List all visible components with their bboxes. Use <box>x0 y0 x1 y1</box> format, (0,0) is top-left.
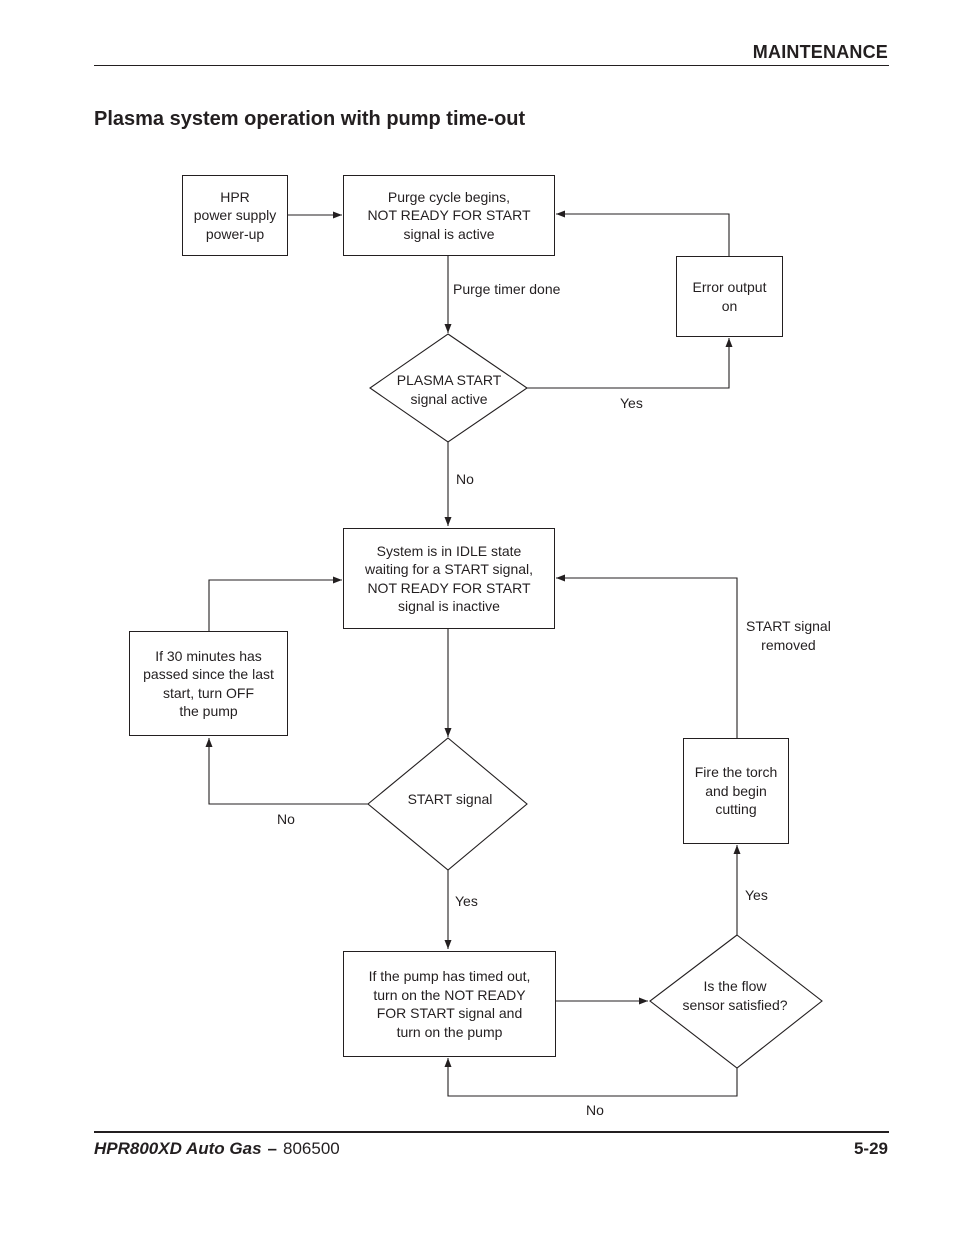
arrow-fire-to-idle <box>556 578 737 738</box>
label-flow-yes: Yes <box>745 887 768 903</box>
label-flow-no: No <box>586 1102 604 1118</box>
node-purge-cycle: Purge cycle begins, NOT READY FOR START signal is active <box>343 175 555 256</box>
label-start-yes: Yes <box>455 893 478 909</box>
label-purge-timer-done: Purge timer done <box>453 281 561 297</box>
decision-plasma-start-label: PLASMA START signal active <box>396 372 502 407</box>
arrow-flow-no-to-pump-timeout <box>448 1058 737 1096</box>
arrow-error-to-purge <box>556 214 729 256</box>
arrow-start-no-to-pump-off <box>209 738 368 804</box>
node-pump-timeout: If the pump has timed out, turn on the NOT READY FOR START signal and turn on the pump <box>343 951 556 1057</box>
arrow-pump-off-to-idle <box>209 580 342 631</box>
footer-model: HPR800XD Auto Gas <box>94 1139 262 1158</box>
footer-dash: – <box>267 1139 277 1158</box>
node-error-output: Error output on <box>676 256 783 337</box>
footer-rule <box>94 1131 889 1133</box>
footer-page-number: 5-29 <box>853 1139 888 1158</box>
label-start-signal-removed: START signal removed <box>746 618 831 653</box>
node-idle-state: System is in IDLE state waiting for a START signal, NOT READY FOR START signal is inactive <box>343 528 555 629</box>
label-start-no: No <box>277 811 295 827</box>
footer-manual-info <box>94 1139 340 1159</box>
label-plasma-yes: Yes <box>620 395 643 411</box>
section-header: MAINTENANCE <box>752 42 888 62</box>
footer-part-number: 806500 <box>283 1139 340 1158</box>
page-title: Plasma system operation with pump time-out <box>94 108 526 130</box>
decision-start-signal-label: START signal <box>407 790 493 807</box>
decision-flow-sensor-label: Is the flow sensor satisfied? <box>682 978 788 1013</box>
node-pump-off: If 30 minutes has passed since the last start, turn OFF the pump <box>129 631 288 736</box>
label-plasma-no: No <box>456 471 474 487</box>
arrow-plasma-yes-to-error <box>527 338 729 388</box>
node-power-up: HPR power supply power-up <box>182 175 288 256</box>
node-fire-torch: Fire the torch and begin cutting <box>683 738 789 844</box>
